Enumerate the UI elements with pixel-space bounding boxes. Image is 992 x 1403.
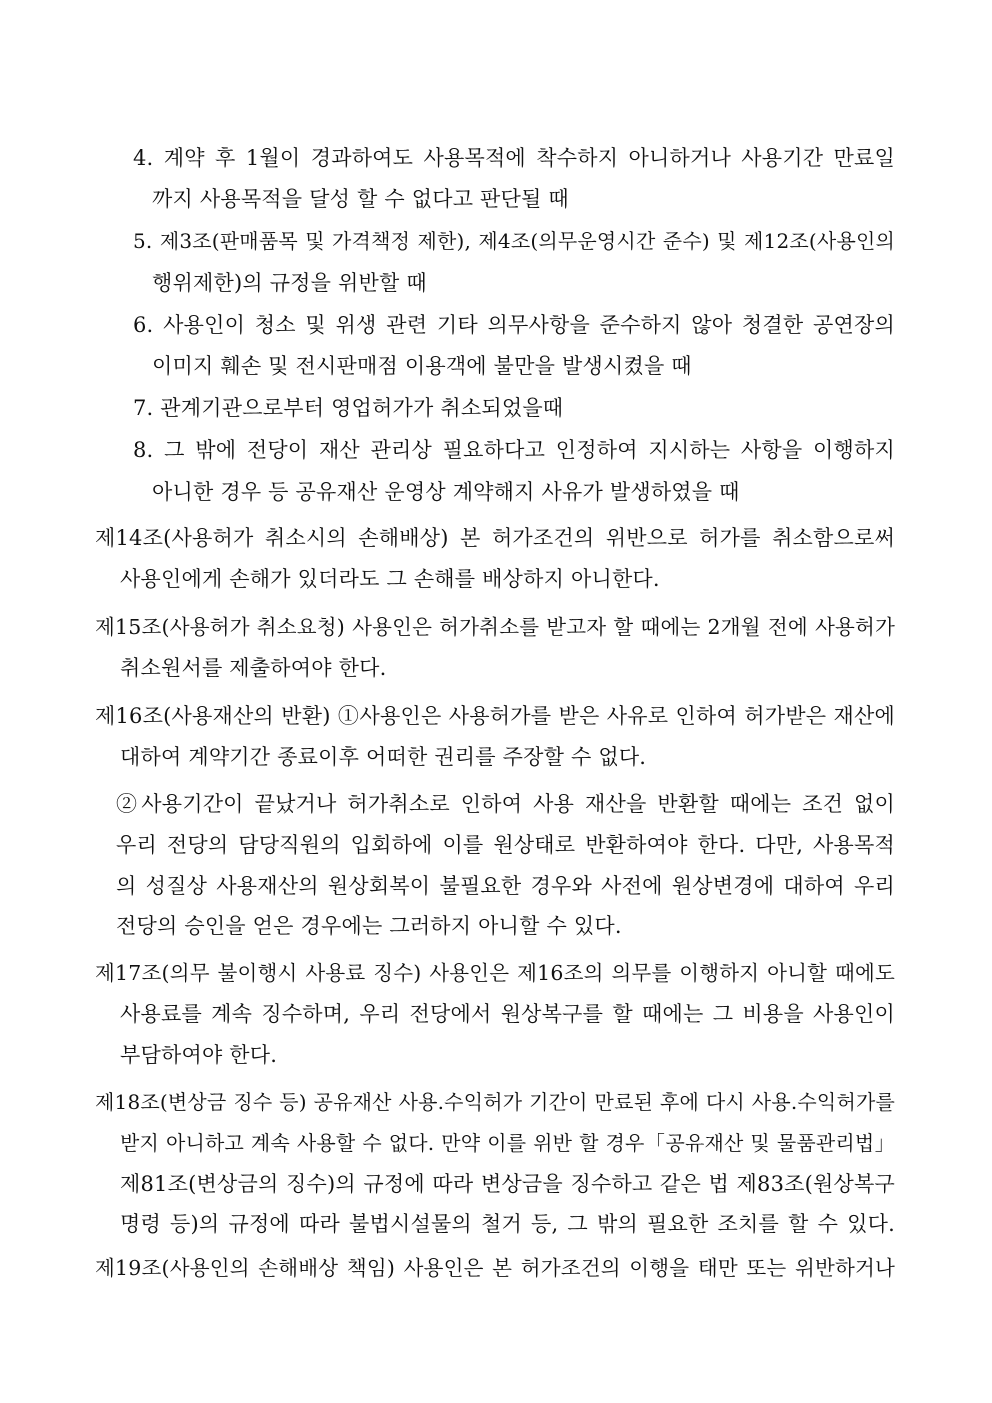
list-item-line: 행위제한)의 규정을 위반할 때 bbox=[152, 271, 427, 295]
article-line: 제81조(변상금의 징수)의 규정에 따라 변상금을 징수하고 같은 법 제83조(원상복구 bbox=[120, 1172, 895, 1196]
article-line: 제14조(사용허가 취소시의 손해배상) 본 허가조건의 위반으로 허가를 취소함으로써 bbox=[95, 526, 895, 550]
article-paragraph-line: 우리 전당의 담당직원의 입회하에 이를 원상태로 반환하여야 한다. 다만, 사용목적 bbox=[116, 833, 895, 857]
article-line: 명령 등)의 규정에 따라 불법시설물의 철거 등, 그 밖의 필요한 조치를 할 수 있다. bbox=[120, 1212, 895, 1236]
list-item-line: 까지 사용목적을 달성 할 수 없다고 판단될 때 bbox=[152, 187, 569, 211]
list-item-line: 4. 계약 후 1월이 경과하여도 사용목적에 착수하지 아니하거나 사용기간 만료일 bbox=[133, 146, 895, 170]
article-line: 제16조(사용재산의 반환) ①사용인은 사용허가를 받은 사유로 인하여 허가받은 재산에 bbox=[95, 704, 895, 728]
article-line: 취소원서를 제출하여야 한다. bbox=[120, 656, 387, 680]
article-line: 받지 아니하고 계속 사용할 수 없다. 만약 이를 위반 할 경우「공유재산 및 물품관리법」 bbox=[120, 1131, 895, 1155]
list-item-line: 8. 그 밖에 전당이 재산 관리상 필요하다고 인정하여 지시하는 사항을 이행하지 bbox=[133, 438, 895, 462]
list-item-line: 5. 제3조(판매품목 및 가격책정 제한), 제4조(의무운영시간 준수) 및 제12조(사용인의 bbox=[133, 229, 895, 253]
list-item-line: 6. 사용인이 청소 및 위생 관련 기타 의무사항을 준수하지 않아 청결한 공연장의 bbox=[133, 313, 895, 337]
article-paragraph-line: ②사용기간이 끝났거나 허가취소로 인하여 사용 재산을 반환할 때에는 조건 없이 bbox=[116, 792, 895, 816]
list-item-line: 7. 관계기관으로부터 영업허가가 취소되었을때 bbox=[133, 396, 564, 420]
article-paragraph-line: 의 성질상 사용재산의 원상회복이 불필요한 경우와 사전에 원상변경에 대하여 우리 bbox=[116, 874, 895, 898]
article-line: 제18조(변상금 징수 등) 공유재산 사용.수익허가 기간이 만료된 후에 다시 사용.수익허가를 bbox=[95, 1090, 895, 1114]
article-line: 제15조(사용허가 취소요청) 사용인은 허가취소를 받고자 할 때에는 2개월 전에 사용허가 bbox=[95, 615, 895, 639]
article-line: 제17조(의무 불이행시 사용료 징수) 사용인은 제16조의 의무를 이행하지 아니할 때에도 bbox=[95, 961, 895, 985]
list-item-line: 아니한 경우 등 공유재산 운영상 계약해지 사유가 발생하였을 때 bbox=[152, 480, 740, 504]
list-item-line: 이미지 훼손 및 전시판매점 이용객에 불만을 발생시켰을 때 bbox=[152, 354, 692, 378]
article-line: 제19조(사용인의 손해배상 책임) 사용인은 본 허가조건의 이행을 태만 또는 위반하거나 bbox=[95, 1256, 895, 1280]
article-line: 사용료를 계속 징수하며, 우리 전당에서 원상복구를 할 때에는 그 비용을 사용인이 bbox=[120, 1002, 895, 1026]
article-line: 대하여 계약기간 종료이후 어떠한 권리를 주장할 수 없다. bbox=[120, 745, 647, 769]
article-paragraph-line: 전당의 승인을 얻은 경우에는 그러하지 아니할 수 있다. bbox=[116, 914, 622, 938]
article-line: 부담하여야 한다. bbox=[120, 1043, 278, 1067]
article-line: 사용인에게 손해가 있더라도 그 손해를 배상하지 아니한다. bbox=[120, 567, 660, 591]
